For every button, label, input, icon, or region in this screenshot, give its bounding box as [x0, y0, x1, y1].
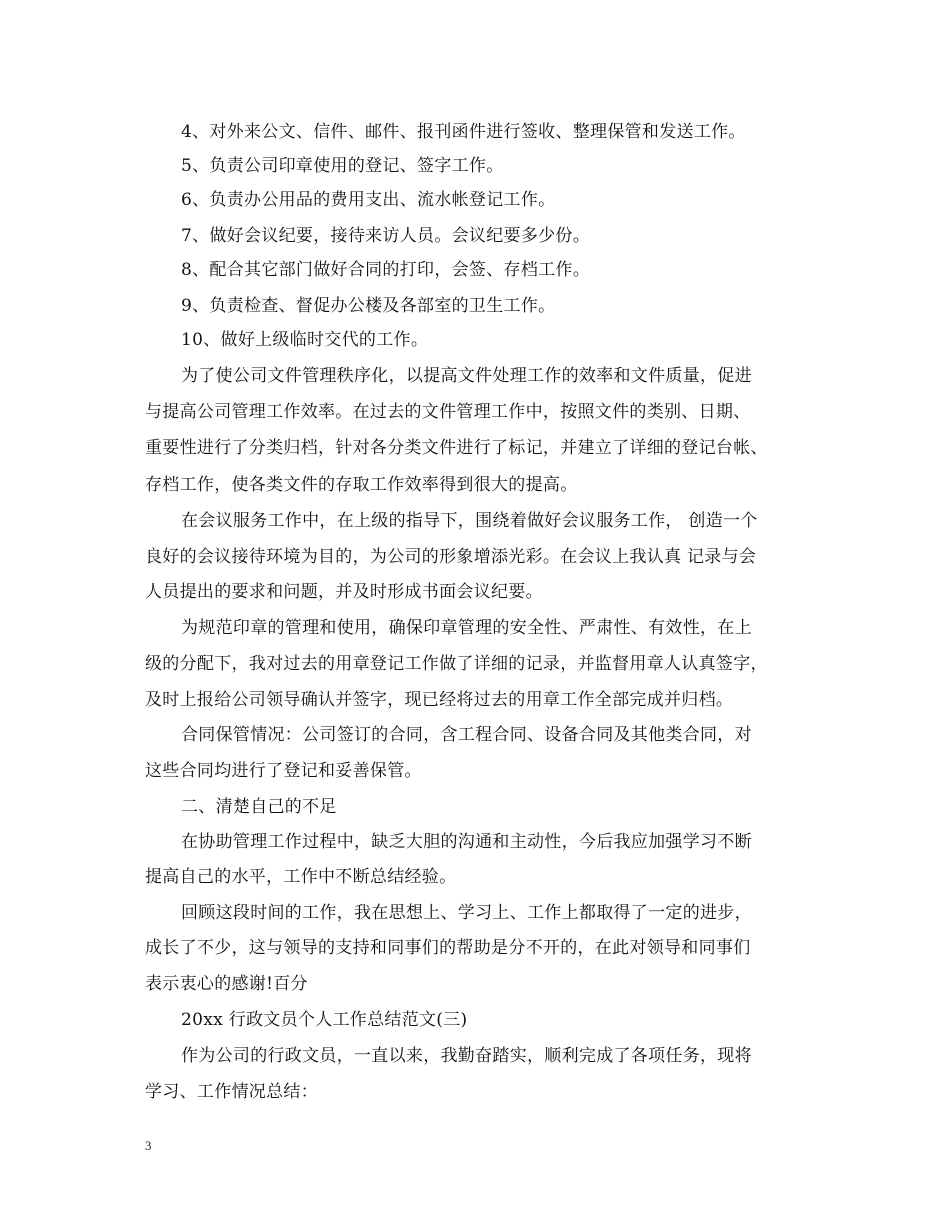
paragraph-first-line: 回顾这段时间的工作，我在思想上、学习上、工作上都取得了一定的进步，	[181, 903, 752, 923]
section-title: 20xx 行政文员个人工作总结范文(三)	[181, 1010, 468, 1030]
text-line: 级的分配下，我对过去的用章登记工作做了详细的记录，并监督用章人认真签字，	[145, 654, 768, 674]
text-line: 与提高公司管理工作效率。在过去的文件管理工作中，按照文件的类别、日期、	[145, 402, 751, 422]
text-line: 5、负责公司印章使用的登记、签字工作。	[181, 156, 504, 176]
paragraph-first-line: 在会议服务工作中，在上级的指导下，围绕着做好会议服务工作， 创造一个	[181, 511, 758, 531]
text-line: 4、对外来公文、信件、邮件、报刊函件进行签收、整理保管和发送工作。	[181, 122, 746, 142]
paragraph-first-line: 在协助管理工作过程中，缺乏大胆的沟通和主动性，今后我应加强学习不断	[181, 832, 752, 852]
text-line: 成长了不少，这与领导的支持和同事们的帮助是分不开的，在此对领导和同事们	[145, 938, 751, 958]
text-line: 7、做好会议纪要，接待来访人员。会议纪要多少份。	[181, 226, 591, 246]
text-line: 存档工作，使各类文件的存取工作效率得到很大的提高。	[145, 475, 578, 495]
text-line: 10、做好上级临时交代的工作。	[181, 330, 429, 350]
paragraph-first-line: 作为公司的行政文员，一直以来，我勤奋踏实，顺利完成了各项任务，现将	[181, 1046, 752, 1066]
text-line: 人员提出的要求和问题，并及时形成书面会议纪要。	[145, 582, 543, 602]
text-line: 及时上报给公司领导确认并签字，现已经将过去的用章工作全部完成并归档。	[145, 690, 734, 710]
section-heading: 二、清楚自己的不足	[181, 797, 337, 817]
text-line: 良好的会议接待环境为目的，为公司的形象增添光彩。在会议上我认真 记录与会	[145, 547, 757, 567]
paragraph-first-line: 合同保管情况：公司签订的合同，含工程合同、设备合同及其他类合同，对	[181, 725, 752, 745]
text-line: 8、配合其它部门做好合同的打印，会签、存档工作。	[181, 260, 591, 280]
paragraph-first-line: 为了使公司文件管理秩序化，以提高文件处理工作的效率和文件质量，促进	[181, 366, 752, 386]
text-line: 6、负责办公用品的费用支出、流水帐登记工作。	[181, 190, 556, 210]
paragraph-first-line: 为规范印章的管理和使用，确保印章管理的安全性、严肃性、有效性，在上	[181, 618, 752, 638]
text-line: 表示衷心的感谢!百分	[145, 974, 308, 994]
text-line: 学习、工作情况总结：	[145, 1082, 318, 1102]
text-line: 9、负责检查、督促办公楼及各部室的卫生工作。	[181, 296, 556, 316]
text-line: 重要性进行了分类归档，针对各分类文件进行了标记，并建立了详细的登记台帐、	[145, 438, 768, 458]
text-line: 提高自己的水平，工作中不断总结经验。	[145, 867, 457, 887]
text-line: 这些合同均进行了登记和妥善保管。	[145, 761, 422, 781]
page-number: 3	[145, 1138, 152, 1153]
